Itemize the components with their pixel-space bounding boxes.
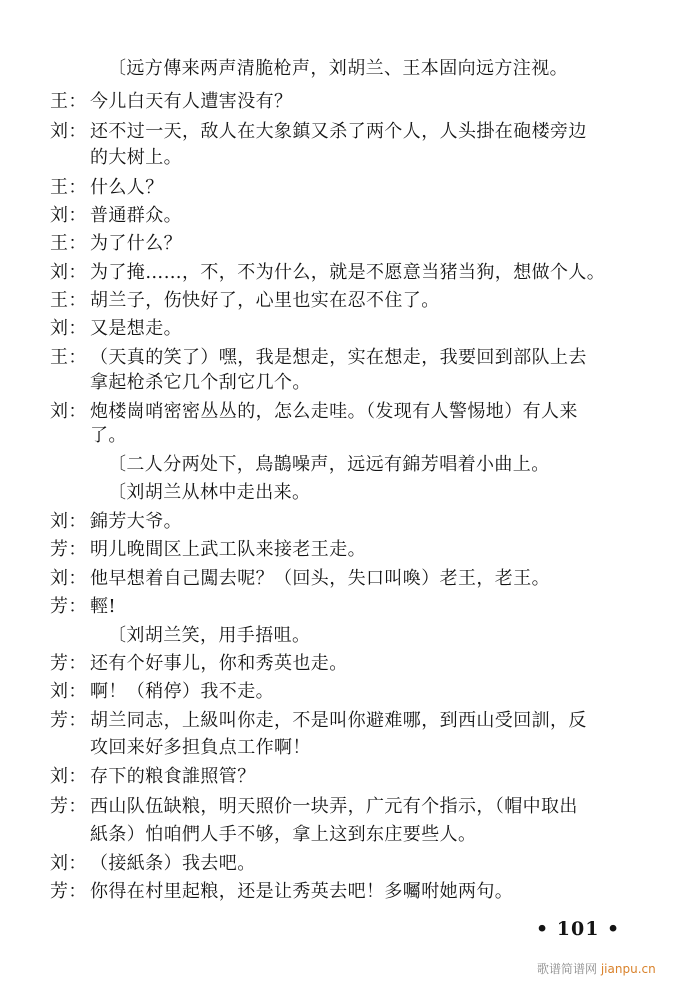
dialogue-line [50,653,670,675]
dialogue-text: 什么人？ [90,177,164,198]
speaker-label: 刘： [50,401,87,422]
speaker-label: 王： [50,290,87,311]
speaker-label: 刘： [50,568,87,589]
dialogue-text: （天真的笑了）嘿，我是想走，实在想走，我要回到部队上去 [90,347,587,368]
dialogue-continuation [90,824,690,846]
dialogue-text: 你得在村里起粮，还是让秀英去吧！多囑咐她两句。 [90,881,514,902]
stage-direction [108,58,690,80]
dialogue-text: 輕! [90,596,117,617]
dialogue-text: 还有个好事儿，你和秀英也走。 [90,653,348,674]
dialogue-text: 錦芳大爷。 [90,511,182,532]
dialogue-text: 拿起枪杀它几个刮它几个。 [90,372,311,393]
dialogue-text: 为了掩……，不，不为什么，就是不愿意当猪当狗，想做个人。 [90,262,606,283]
dialogue-text: 胡兰子，伤快好了，心里也实在忍不住了。 [90,290,440,311]
speaker-label: 芳： [50,653,87,674]
dialogue-text: 胡兰同志，上級叫你走，不是叫你避难哪，到西山受回訓，反 [90,710,587,731]
dialogue-text: 为了什么？ [90,233,182,254]
dialogue-continuation [90,425,690,447]
speaker-label: 王： [50,177,87,198]
watermark [537,960,656,977]
speaker-label: 王： [50,233,87,254]
dialogue-continuation [90,147,690,169]
dialogue-text: 西山队伍缺粮，明天照价一块弄，广元有个指示，（帽中取出 [90,796,578,817]
speaker-label: 王： [50,347,87,368]
dialogue-text: 了。 [90,425,127,446]
speaker-label: 刘： [50,766,87,787]
speaker-label: 芳： [50,796,87,817]
dialogue-text: 又是想走。 [90,318,182,339]
dialogue-text: 攻回来好多担負点工作啊！ [90,737,311,758]
dialogue-line [50,205,670,227]
dialogue-text: 他早想着自己闖去呢？（回头，失口叫喚）老王，老王。 [90,568,550,589]
page-number: • 101 • [536,918,621,940]
dialogue-line [50,766,670,788]
dialogue-line [50,121,670,143]
speaker-label: 芳： [50,596,87,617]
speaker-label: 芳： [50,710,87,731]
stage-text: 〔二人分两处下，鳥鵲噪声，远远有錦芳唱着小曲上。 [108,454,550,475]
speaker-label: 刘： [50,511,87,532]
dialogue-text: 明儿晚間区上武工队来接老王走。 [90,539,366,560]
speaker-label: 刘： [50,853,87,874]
dialogue-text: 的大树上。 [90,147,182,168]
stage-text: 〔刘胡兰从林中走出来。 [108,482,311,503]
dialogue-continuation [90,372,690,394]
dialogue-line [50,262,670,284]
watermark-site: jianpu.cn [600,962,656,976]
dialogue-line [50,233,670,255]
stage-text: 〔远方傳来两声清脆枪声，刘胡兰、王本固向远方注视。 [108,58,568,79]
dialogue-line [50,401,670,423]
dialogue-text: 存下的粮食誰照管？ [90,766,256,787]
dialogue-text: 还不过一天，敌人在大象鎮又杀了两个人，人头掛在砲楼旁边 [90,121,587,142]
speaker-label: 刘： [50,121,87,142]
dialogue-text: 今儿白天有人遭害没有？ [90,91,293,112]
dialogue-line [50,290,670,312]
dialogue-text: 普通群众。 [90,205,182,226]
dialogue-text: 炮楼崗哨密密丛丛的，怎么走哇。（发现有人警惕地）有人来 [90,401,578,422]
dialogue-line [50,539,670,561]
dialogue-line [50,511,670,533]
dialogue-line [50,347,670,369]
speaker-label: 王： [50,91,87,112]
dialogue-line [50,710,670,732]
stage-direction [108,482,690,504]
dialogue-line [50,881,670,903]
stage-text: 〔刘胡兰笑，用手捂咀。 [108,625,311,646]
dialogue-text: 紙条）怕咱們人手不够，拿上这到东庄要些人。 [90,824,477,845]
speaker-label: 芳： [50,539,87,560]
dialogue-line [50,853,670,875]
dialogue-line [50,318,670,340]
speaker-label: 刘： [50,318,87,339]
stage-direction [108,625,690,647]
watermark-label: 歌谱简谱网 [537,962,598,976]
speaker-label: 芳： [50,881,87,902]
dialogue-continuation [90,737,690,759]
dialogue-text: （接紙条）我去吧。 [90,853,256,874]
stage-direction [108,454,690,476]
dialogue-line [50,681,670,703]
dialogue-line [50,596,670,618]
dialogue-line [50,91,670,113]
dialogue-line [50,796,670,818]
speaker-label: 刘： [50,262,87,283]
speaker-label: 刘： [50,205,87,226]
speaker-label: 刘： [50,681,87,702]
dialogue-line [50,177,670,199]
dialogue-line [50,568,670,590]
dialogue-text: 啊！（稍停）我不走。 [90,681,274,702]
